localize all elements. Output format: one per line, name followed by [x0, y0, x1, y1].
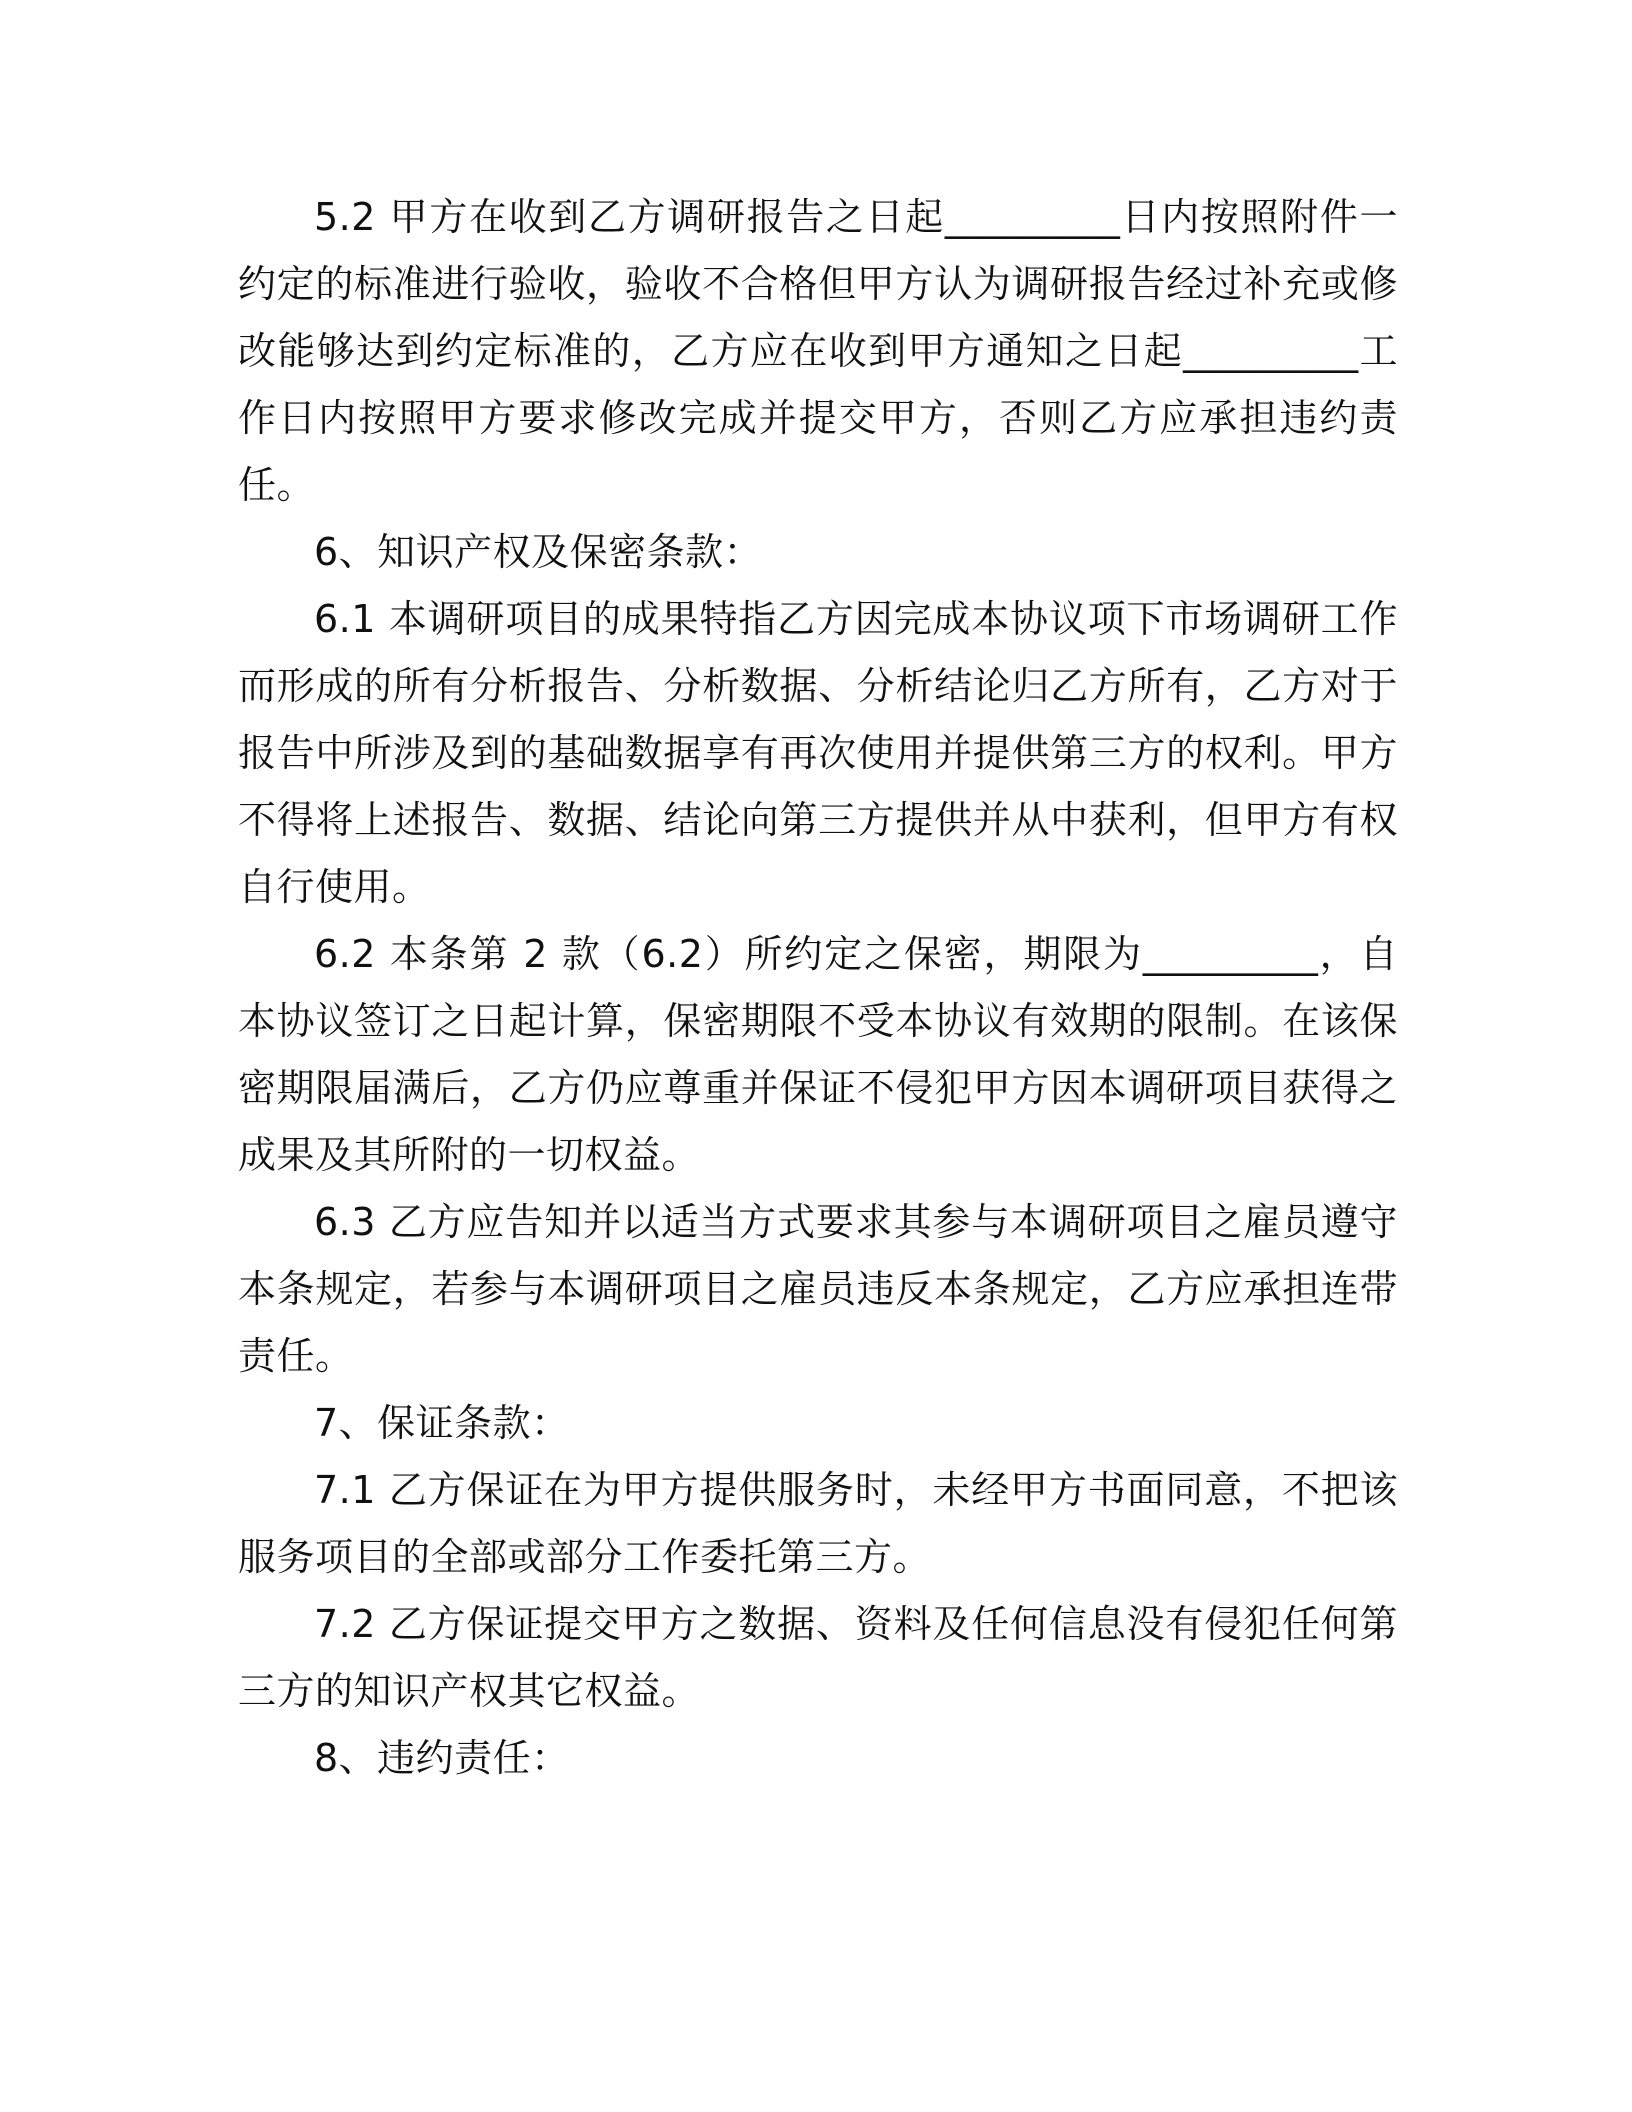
paragraph-7-2: 7.2 乙方保证提交甲方之数据、资料及任何信息没有侵犯任何第三方的知识产权其它权益。 — [238, 1602, 1398, 1713]
paragraph-6-3: 6.3 乙方应告知并以适当方式要求其参与本调研项目之雇员遵守本条规定，若参与本调研项目之雇员违反本条规定，乙方应承担连带责任。 — [238, 1200, 1398, 1378]
paragraph-6-2: 6.2 本条第 2 款（6.2）所约定之保密，期限为_________，自本协议签订之日起计算，保密期限不受本协议有效期的限制。在该保密期限届满后，乙方仍应尊重并保证不侵犯甲方因本调研项目获得之成果及其所附的一切权益。 — [238, 932, 1398, 1177]
section-heading-7: 7、保证条款： — [314, 1401, 570, 1445]
paragraph-7-1: 7.1 乙方保证在为甲方提供服务时，未经甲方书面同意，不把该服务项目的全部或部分工作委托第三方。 — [238, 1468, 1398, 1579]
section-heading-6: 6、知识产权及保密条款： — [314, 530, 763, 574]
paragraph-5-2: 5.2 甲方在收到乙方调研报告之日起_________日内按照附件一约定的标准进行验收，验收不合格但甲方认为调研报告经过补充或修改能够达到约定标准的，乙方应在收到甲方通知之日起_________工作日内按照甲方要求修改完成并提交甲方，否则乙方应承担违约责任。 — [238, 195, 1398, 507]
section-heading-8: 8、违约责任： — [314, 1736, 570, 1780]
document-body — [238, 184, 1398, 1792]
paragraph-6-1: 6.1 本调研项目的成果特指乙方因完成本协议项下市场调研工作而形成的所有分析报告、分析数据、分析结论归乙方所有，乙方对于报告中所涉及到的基础数据享有再次使用并提供第三方的权利。甲方不得将上述报告、数据、结论向第三方提供并从中获利，但甲方有权自行使用。 — [238, 597, 1398, 909]
